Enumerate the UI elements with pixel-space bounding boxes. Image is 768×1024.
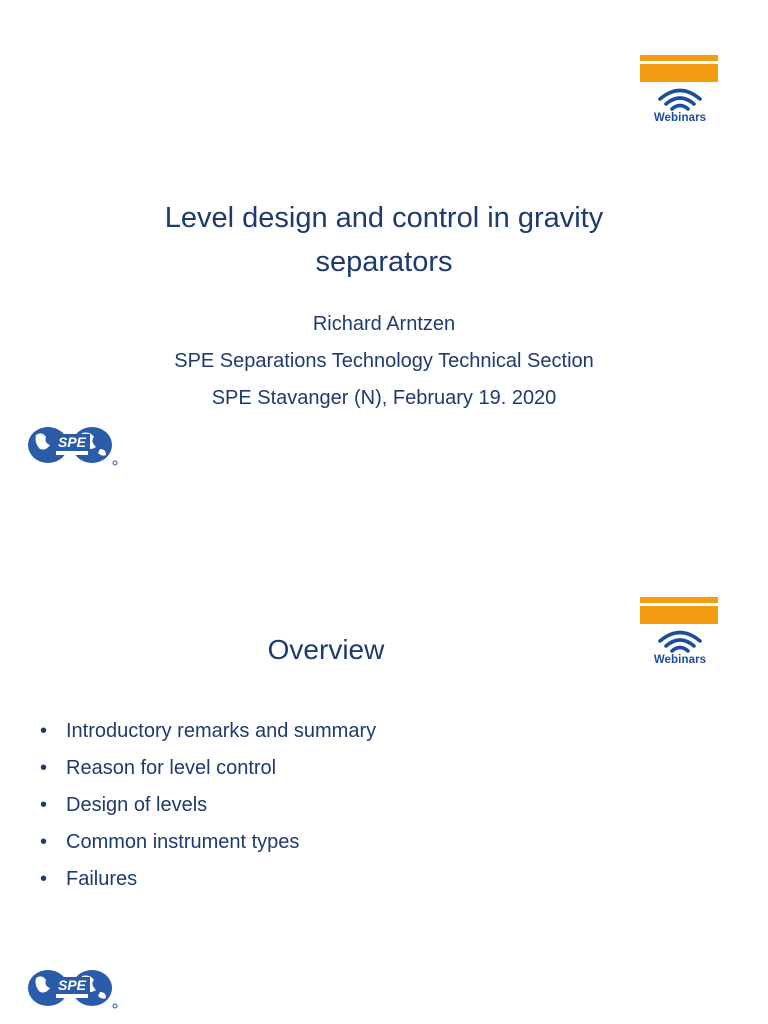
subtitle-block — [84, 306, 684, 417]
badge-stripe-main — [640, 606, 718, 624]
wifi-waves-icon — [656, 630, 704, 654]
spe-international-logo — [26, 425, 120, 469]
wifi-waves-icon — [656, 88, 704, 112]
badge-stripe-main — [640, 64, 718, 82]
bullet-icon: • — [40, 757, 48, 779]
overview-bullet-list — [40, 713, 376, 898]
title-line-2: separators — [315, 246, 453, 278]
slide-title — [84, 196, 684, 284]
list-item — [40, 861, 376, 898]
list-item — [40, 750, 376, 787]
author-name: Richard Arntzen — [312, 313, 456, 335]
list-item — [40, 787, 376, 824]
overview-title: Overview — [267, 634, 385, 665]
webinars-label: Webinars — [653, 654, 707, 666]
bullet-icon: • — [40, 868, 48, 890]
webinars-badge — [640, 597, 720, 677]
section-name: SPE Separations Technology Technical Section — [174, 350, 594, 372]
webinars-badge — [640, 55, 720, 135]
webinars-label: Webinars — [653, 112, 707, 124]
bullet-text: Introductory remarks and summary — [66, 720, 377, 742]
spe-international-logo — [26, 968, 120, 1012]
list-item — [40, 713, 376, 750]
logo-text: SPE — [57, 434, 87, 450]
logo-text: SPE — [57, 977, 87, 993]
bullet-text: Reason for level control — [66, 757, 277, 779]
title-line-1: Level design and control in gravity — [164, 202, 604, 234]
bullet-text: Failures — [66, 868, 138, 890]
bullet-icon: • — [40, 794, 48, 816]
bullet-icon: • — [40, 720, 48, 742]
bullet-text: Common instrument types — [66, 831, 300, 853]
list-item — [40, 824, 376, 861]
event-info: SPE Stavanger (N), February 19. 2020 — [211, 387, 557, 409]
badge-stripe-top — [640, 597, 718, 603]
bullet-text: Design of levels — [66, 794, 208, 816]
badge-stripe-top — [640, 55, 718, 61]
bullet-icon: • — [40, 831, 48, 853]
overview-slide — [0, 512, 768, 1024]
